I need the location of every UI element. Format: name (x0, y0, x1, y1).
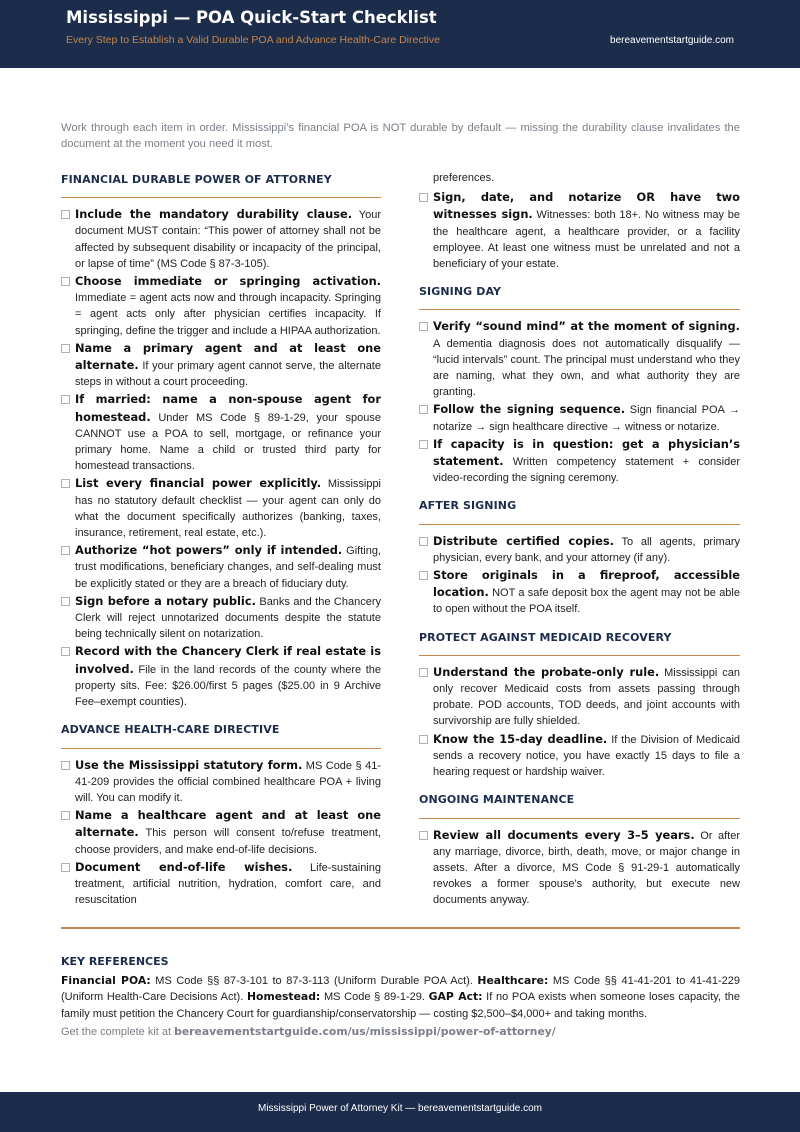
item-body: This person will consent to/refuse treatment, choose providers, and make end-of-life decisions. (75, 827, 381, 856)
ref-text-financial: MS Code §§ 87-3-101 to 87-3-113 (Uniform Durable POA Act). (150, 975, 478, 988)
ref-label-financial: Financial POA: (61, 974, 151, 988)
checklist-item (61, 643, 381, 710)
item-body: Immediate = agent acts now and through incapacity. Springing = agent acts only after physician certifies incapacity. If springing, define the trigger and include a HIPAA authorization. (75, 292, 381, 337)
key-references (61, 954, 740, 1040)
item-lead: If capacity is in question: get a physician’s statement. (433, 436, 740, 469)
item-body: MS Code § 41-41-209 provides the official combined healthcare POA + living will. You can modify it. (75, 759, 381, 804)
item-body: NOT a safe deposit box the agent may not be able to open without the POA itself. (433, 587, 740, 616)
checklist-item (61, 757, 381, 807)
checkbox-icon[interactable] (61, 761, 70, 770)
checklist-item (61, 273, 381, 339)
item-body: Sign financial POA → notarize → sign healthcare directive → witness or notarize. (433, 404, 740, 433)
checkbox-icon[interactable] (61, 479, 70, 488)
checklist-item (61, 807, 381, 858)
item-lead: If married: name a non-spouse agent for homestead. (75, 392, 381, 424)
footer-text: Mississippi Power of Attorney Kit — bereavementstartguide.com (257, 1103, 542, 1114)
references-text (61, 973, 740, 1022)
footer-banner (0, 1092, 800, 1132)
ref-text-homestead: MS Code § 89-1-29. (320, 991, 429, 1004)
item-body: Mississippi can only recover Medicaid costs from assets passing through probate. POD accounts, TOD deeds, and joint accounts with survivorship are fully shielded. (433, 666, 740, 728)
kit-link-line (61, 1024, 740, 1040)
signing-checklist (419, 318, 740, 486)
left-column (61, 170, 381, 909)
header-site-link[interactable]: bereavementstartguide.com (610, 35, 734, 46)
ref-label-homestead: Homestead: (246, 990, 321, 1004)
checkbox-icon[interactable] (419, 668, 428, 677)
checkbox-icon[interactable] (419, 831, 428, 840)
checklist-item (419, 401, 740, 434)
checkbox-icon[interactable] (419, 322, 428, 331)
item-body: If the Division of Medicaid sends a recovery notice, you have exactly 15 days to file a hearing request or hardship waiver. (433, 733, 741, 779)
checkbox-icon[interactable] (61, 811, 70, 820)
ref-label-gap: GAP Act: (428, 990, 483, 1004)
divider-line (61, 927, 740, 929)
item-lead: Choose immediate or springing activation. (75, 274, 381, 289)
checkbox-icon[interactable] (61, 863, 70, 872)
checkbox-icon[interactable] (419, 735, 428, 744)
checkbox-icon[interactable] (61, 344, 70, 353)
checklist-item (419, 533, 740, 566)
item-lead: Understand the probate-only rule. (433, 664, 660, 679)
checkbox-icon[interactable] (419, 537, 428, 546)
checkbox-icon[interactable] (61, 395, 70, 404)
item-body: Or after any marriage, divorce, birth, death, move, or major change in assets. After a divorce, MS Code § 91-29-1 automatically revokes a former spouse’s authority, but execute new documents anyway. (433, 829, 741, 907)
item-lead: Name a healthcare agent and at least one alternate. (75, 808, 381, 840)
right-column (419, 170, 740, 910)
section-heading-maintenance: ONGOING MAINTENANCE (419, 790, 740, 818)
item-lead: Store originals in a fireproof, accessible location. (433, 568, 740, 600)
checkbox-icon[interactable] (419, 571, 428, 580)
checklist-item (61, 475, 381, 541)
checklist-item (61, 340, 381, 391)
checklist-item (61, 542, 381, 592)
item-body: Your document MUST contain: “This power of attorney shall not be affected by subsequent disability or incapacity of the principal, or lapse of time” (MS Code § 87-3-105). (75, 209, 381, 270)
checkbox-icon[interactable] (61, 597, 70, 606)
ref-label-healthcare: Healthcare: (477, 974, 549, 988)
checklist-item (419, 827, 740, 909)
continued-text: preferences. (433, 172, 495, 184)
item-body: Mississippi has no statutory default checklist — your agent can only do what the document specifically authorizes (banking, taxes, insurance, retirement, real estate, etc.). (75, 478, 382, 540)
item-lead: List every financial power explicitly. (75, 476, 322, 491)
kit-link-prefix: Get the complete kit at (61, 1025, 175, 1038)
item-lead: Authorize “hot powers” only if intended. (75, 543, 343, 558)
item-body: Life-sustaining treatment, artificial nutrition, hydration, comfort care, and resuscitation (75, 861, 381, 907)
item-lead: Review all documents every 3–5 years. (433, 827, 695, 842)
item-lead: Verify “sound mind” at the moment of signing. (433, 319, 740, 334)
item-lead: Sign, date, and notarize OR have two witnesses sign. (433, 190, 740, 222)
medicaid-checklist (419, 664, 740, 780)
item-lead: Include the mandatory durability clause. (75, 207, 353, 222)
checklist-item (419, 436, 740, 487)
section-heading-health: ADVANCE HEALTH-CARE DIRECTIVE (61, 720, 381, 748)
item-lead: Use the Mississippi statutory form. (75, 757, 303, 772)
item-body: Witnesses: both 18+. No witness may be the healthcare agent, a healthcare provider, or a facility employee. At least one witness must be unrelated and not a beneficiary of your estate. (433, 209, 740, 271)
checklist-item (419, 189, 740, 272)
checkbox-icon[interactable] (61, 277, 70, 286)
financial-checklist (61, 206, 381, 710)
item-body: Gifting, trust modifications, beneficiary changes, and self-dealing must be explicitly stated or they are a breach of fiduciary duty. (75, 545, 382, 590)
ref-text-gap: If no POA exists when someone loses capacity, the family must petition the Chancery Court for guardianship/conservatorship — costing $2,500–$4,000+ and taking months. (61, 991, 740, 1020)
checkbox-icon[interactable] (61, 546, 70, 555)
item-body: File in the land records of the county where the property sits. Fee: $26.00/first 5 pages ($25.00 in 9 Archive Fee–exempt counties). (75, 663, 381, 709)
kit-link[interactable]: bereavementstartguide.com/us/mississippi/power-of-attorney/ (174, 1024, 556, 1038)
section-heading-signing: SIGNING DAY (419, 282, 740, 310)
checkbox-icon[interactable] (61, 210, 70, 219)
item-lead: Sign before a notary public. (75, 593, 256, 608)
checklist-item (61, 206, 381, 272)
checkbox-icon[interactable] (419, 440, 428, 449)
health-checklist (61, 757, 381, 909)
section-heading-financial: FINANCIAL DURABLE POWER OF ATTORNEY (61, 170, 381, 198)
header-banner (0, 0, 800, 68)
checklist-item (419, 664, 740, 730)
item-body: Under MS Code § 89-1-29, your spouse CANNOT use a POA to sell, mortgage, or refinance your primary home. Name a child or trusted third party for homestead transactions. (75, 411, 381, 473)
checklist-item (419, 318, 740, 400)
item-lead: Distribute certified copies. (433, 533, 614, 548)
checklist-item (61, 593, 381, 643)
checklist-item (61, 859, 381, 909)
page-title: Mississippi — POA Quick-Start Checklist (66, 8, 437, 27)
item-lead: Know the 15-day deadline. (433, 731, 608, 746)
item-body: A dementia diagnosis does not automatically disqualify — “lucid intervals” count. The principal must understand who they are naming, what they own, and what authority they are granting. (433, 337, 740, 399)
item-lead: Document end-of-life wishes. (75, 859, 293, 874)
checklist-item (419, 731, 740, 781)
checklist-item (419, 567, 740, 618)
item-body: Banks and the Chancery Clerk will reject unnotarized documents despite the statute being technically silent on notarization. (75, 595, 381, 641)
references-heading: KEY REFERENCES (61, 955, 169, 968)
item-body: If your primary agent cannot serve, the alternate steps in without a court proceeding. (75, 360, 381, 389)
item-body: To all agents, primary physician, every bank, and your attorney (if any). (433, 535, 740, 564)
section-heading-after: AFTER SIGNING (419, 496, 740, 524)
item-lead: Name a primary agent and at least one alternate. (75, 340, 381, 373)
health-checklist-continued (419, 189, 740, 272)
after-checklist (419, 533, 740, 618)
checklist-item (61, 391, 381, 474)
checkbox-icon[interactable] (419, 193, 428, 202)
checkbox-icon[interactable] (61, 647, 70, 656)
section-heading-medicaid: PROTECT AGAINST MEDICAID RECOVERY (419, 628, 740, 656)
intro-paragraph: Work through each item in order. Mississippi’s financial POA is NOT durable by default — missing the durability clause invalidates the document at the moment you need it most. (61, 122, 740, 150)
item-body: Written competency statement + consider video-recording the signing ceremony. (433, 456, 740, 485)
checkbox-icon[interactable] (419, 405, 428, 414)
page-subtitle: Every Step to Establish a Valid Durable POA and Advance Health-Care Directive (66, 34, 440, 46)
item-lead: Record with the Chancery Clerk if real estate is involved. (75, 644, 381, 676)
ref-text-healthcare: MS Code §§ 41-41-201 to 41-41-229 (Uniform Health-Care Decisions Act). (61, 975, 741, 1004)
item-lead: Follow the signing sequence. (433, 402, 626, 417)
maintenance-checklist (419, 827, 740, 909)
